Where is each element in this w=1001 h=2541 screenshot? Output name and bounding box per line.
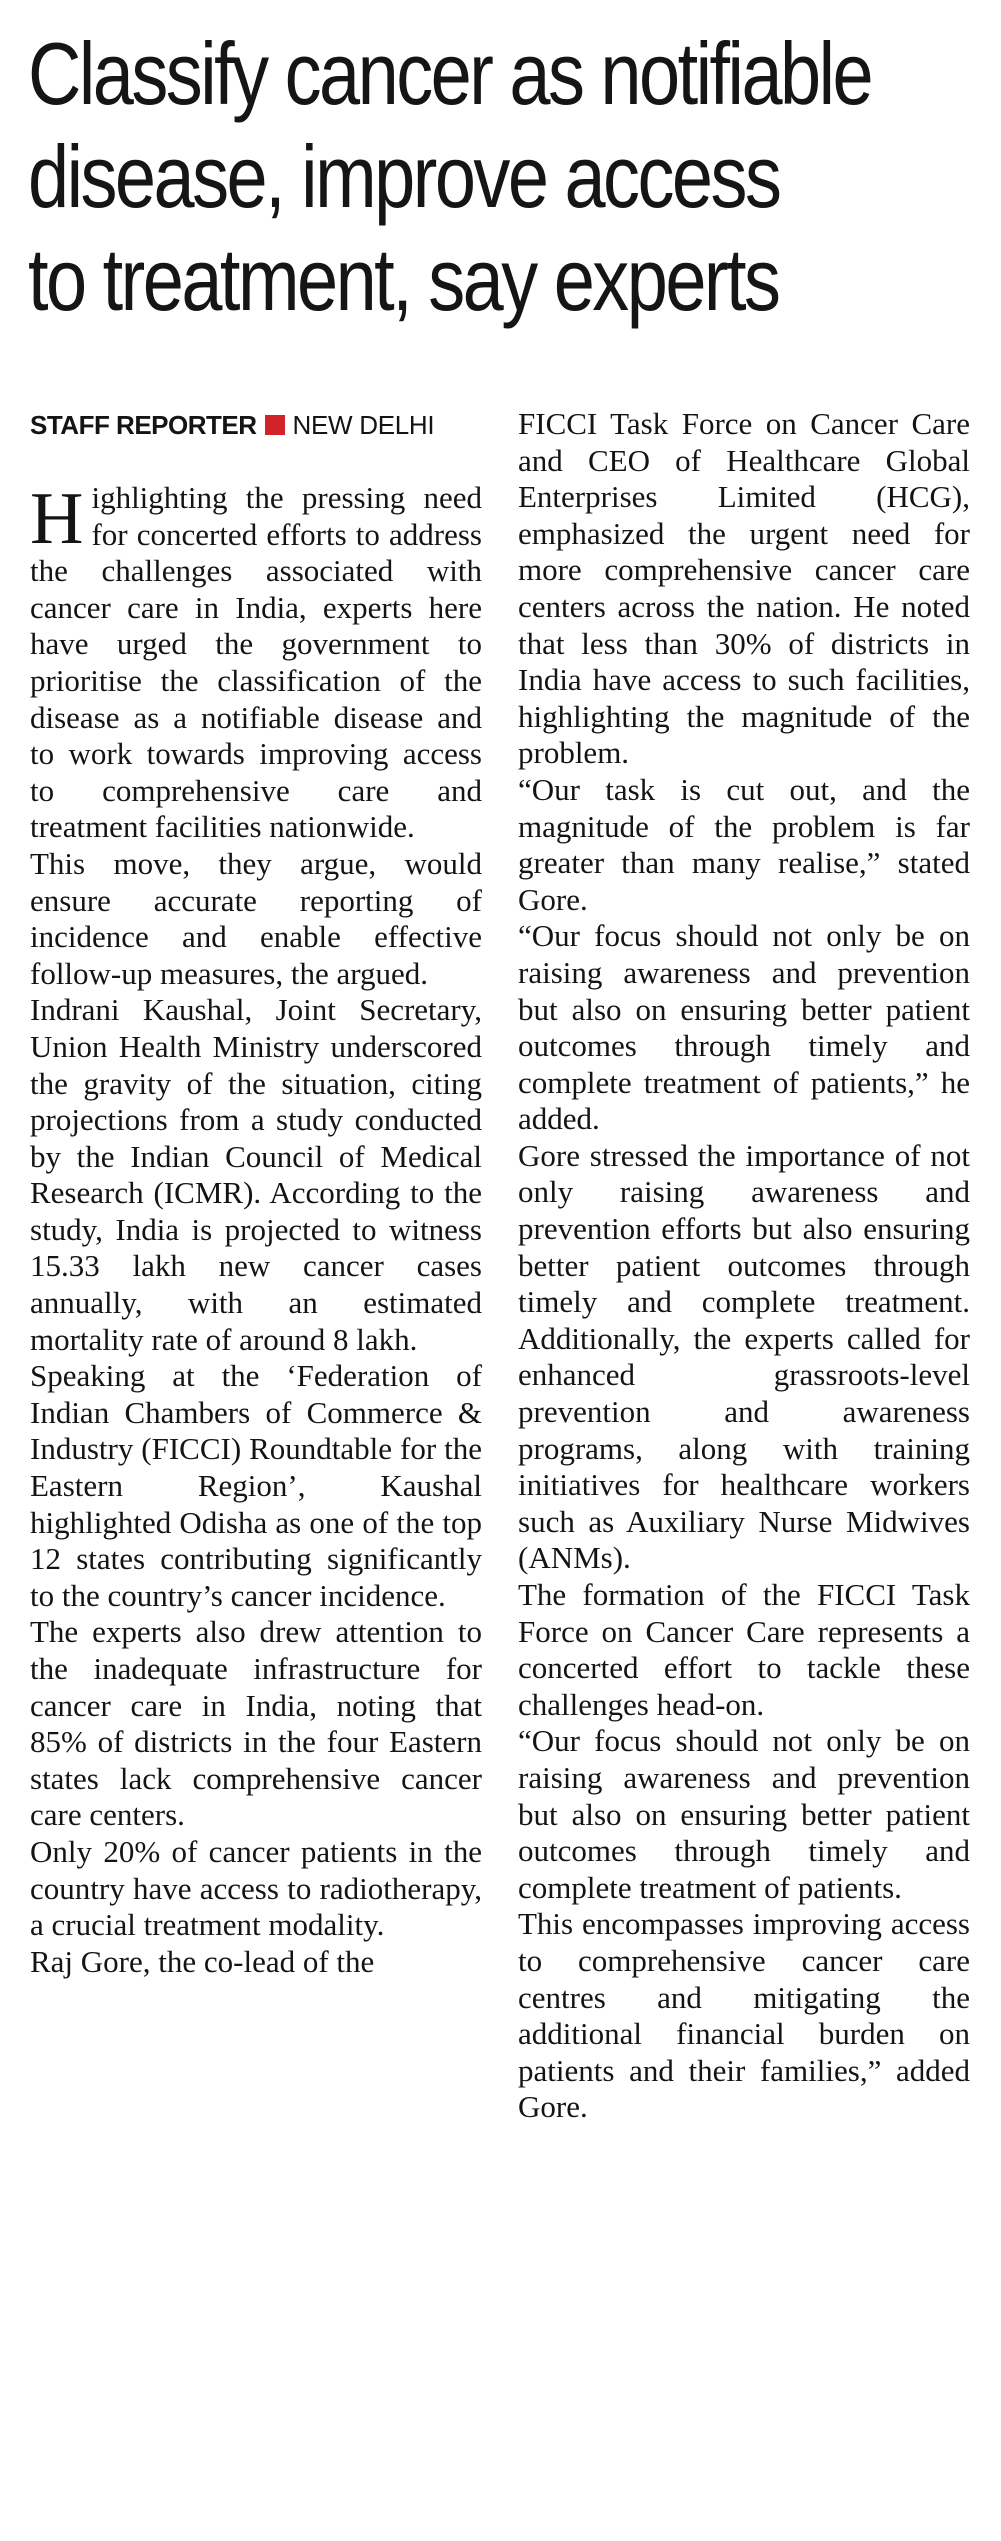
paragraph: This move, they argue, would ensure accurate reporting of incidence and enable effective follow-up measures, the argued. xyxy=(30,845,482,991)
headline-line-1: Classify cancer as notifiable xyxy=(28,24,872,123)
article-column-left xyxy=(30,408,482,1980)
paragraph: Speaking at the ‘Federation of Indian Chambers of Commerce & Industry (FICCI) Roundtable for the Eastern Region’, Kaushal highlighted Odisha as one of the top 12 states contributing significantly to the country’s cancer incidence. xyxy=(30,1358,482,1613)
paragraph: FICCI Task Force on Cancer Care and CEO of Healthcare Global Enterprises Limited (HCG), emphasized the urgent need for more comprehensive cancer care centers across the nation. He noted that less than 30% of districts in India have access to such facilities, highlighting the magnitude of the problem. xyxy=(518,406,970,771)
byline-separator-square xyxy=(265,415,285,435)
byline xyxy=(30,408,482,442)
headline-line-3: to treatment, say experts xyxy=(28,230,779,329)
paragraph: “Our focus should not only be on raising awareness and prevention but also on ensuring better patient outcomes through timely and complete treatment of patients,” he added. xyxy=(518,918,970,1137)
paragraph: “Our task is cut out, and the magnitude of the problem is far greater than many realise,” stated Gore. xyxy=(518,771,970,917)
paragraph: Indrani Kaushal, Joint Secretary, Union Health Ministry underscored the gravity of the situation, citing projections from a study conducted by the Indian Council of Medical Research (ICMR). According to the study, India is projected to witness 15.33 lakh new cancer cases annually, with an estimated mortality rate of around 8 lakh. xyxy=(30,992,482,1357)
paragraph: Raj Gore, the co-lead of the xyxy=(30,1943,375,1979)
paragraph: This encompasses improving access to comprehensive cancer care centres and mitigating the additional financial burden on patients and their families,” added Gore. xyxy=(518,1906,970,2125)
paragraph xyxy=(30,480,482,846)
paragraph: The formation of the FICCI Task Force on Cancer Care represents a concerted effort to tackle these challenges head-on. xyxy=(518,1577,970,1722)
paragraph: Only 20% of cancer patients in the country have access to radiotherapy, a crucial treatment modality. xyxy=(30,1833,482,1943)
paragraph: Gore stressed the importance of not only raising awareness and prevention efforts but also ensuring better patient outcomes through timely and complete treatment. Additionally, the experts called for enhanced grassroots-level prevention and awareness programs, along with training initiatives for healthcare workers such as Auxiliary Nurse Midwives (ANMs). xyxy=(518,1137,970,1576)
byline-reporter: STAFF REPORTER xyxy=(30,410,257,440)
drop-cap: H xyxy=(30,478,84,560)
paragraph: The experts also drew attention to the inadequate infrastructure for cancer care in India, noting that 85% of districts in the four Eastern states lack comprehensive cancer care centers. xyxy=(30,1614,482,1833)
paragraph-text: ighlighting the pressing need for concerted efforts to address the challenges associated with cancer care in India, experts here have urged the government to prioritise the classification of the disease as a notifiable disease and to work towards improving access to comprehensive care and treatment facilities nationwide. xyxy=(30,480,482,845)
headline xyxy=(28,22,872,331)
paragraph: “Our focus should not only be on raising awareness and prevention but also on ensuring better patient outcomes through timely and complete treatment of patients. xyxy=(518,1723,970,1905)
headline-line-2: disease, improve access xyxy=(28,127,780,226)
byline-location: NEW DELHI xyxy=(292,410,435,440)
article-column-right xyxy=(518,406,970,2126)
